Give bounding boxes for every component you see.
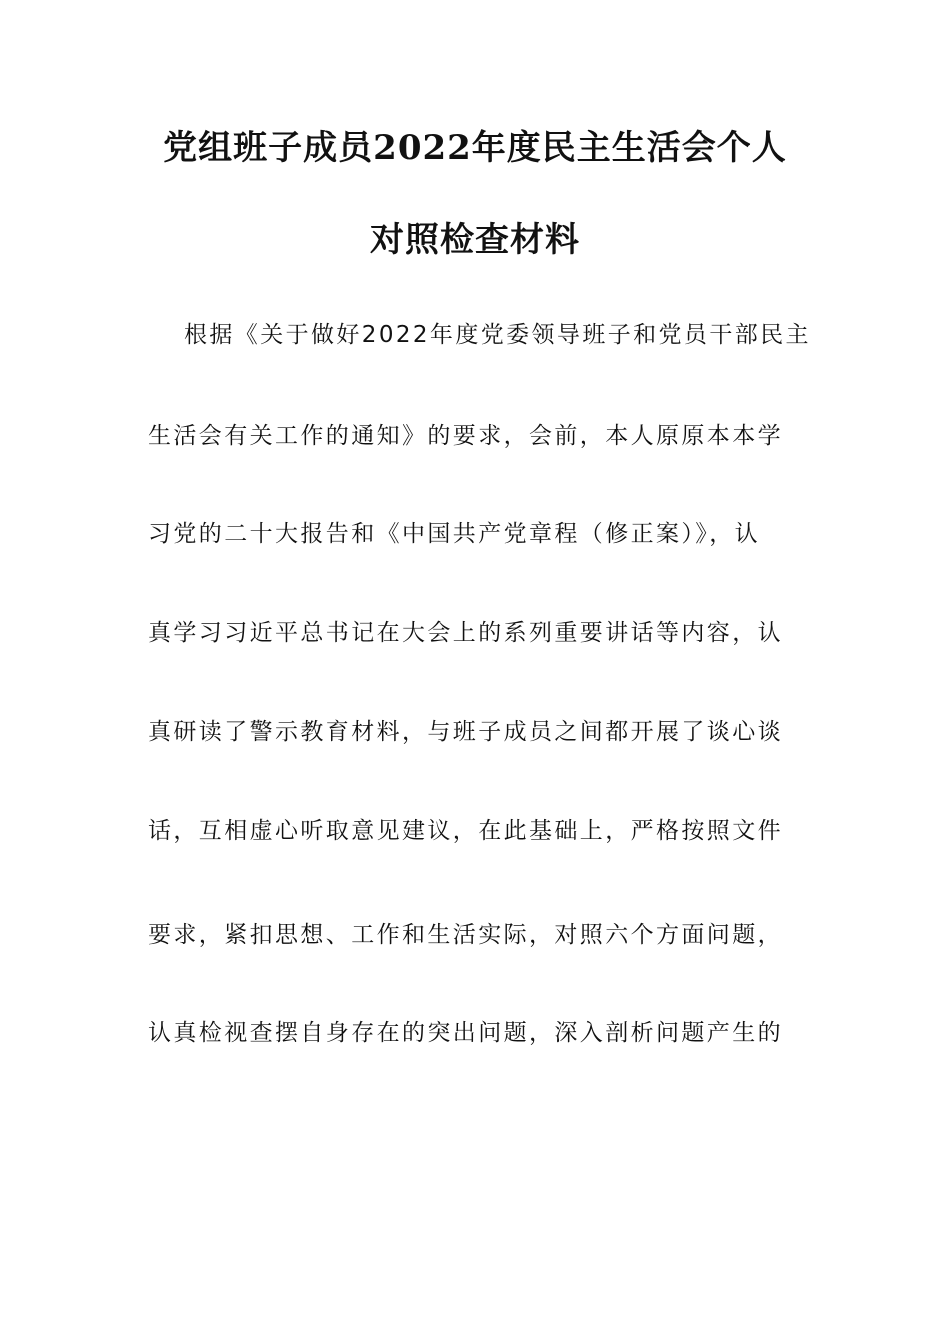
paragraph-line: 生活会有关工作的通知》的要求，会前，本人原原本本学 (148, 423, 783, 449)
document-title-line-1: 党组班子成员2022年度民主生活会个人 (163, 128, 787, 168)
paragraph-line: 根据《关于做好2022年度党委领导班子和党员干部民主 (184, 322, 811, 348)
paragraph-line: 要求，紧扣思想、工作和生活实际，对照六个方面问题， (148, 922, 783, 948)
paragraph-line: 认真检视查摆自身存在的突出问题，深入剖析问题产生的 (148, 1020, 783, 1046)
paragraph-line: 话，互相虚心听取意见建议，在此基础上，严格按照文件 (148, 818, 783, 844)
document-title-line-2: 对照检查材料 (370, 220, 580, 260)
paragraph-line: 真研读了警示教育材料，与班子成员之间都开展了谈心谈 (148, 719, 783, 745)
paragraph-line: 习党的二十大报告和《中国共产党章程（修正案）》，认 (148, 521, 760, 547)
paragraph-line: 真学习习近平总书记在大会上的系列重要讲话等内容，认 (148, 620, 783, 646)
